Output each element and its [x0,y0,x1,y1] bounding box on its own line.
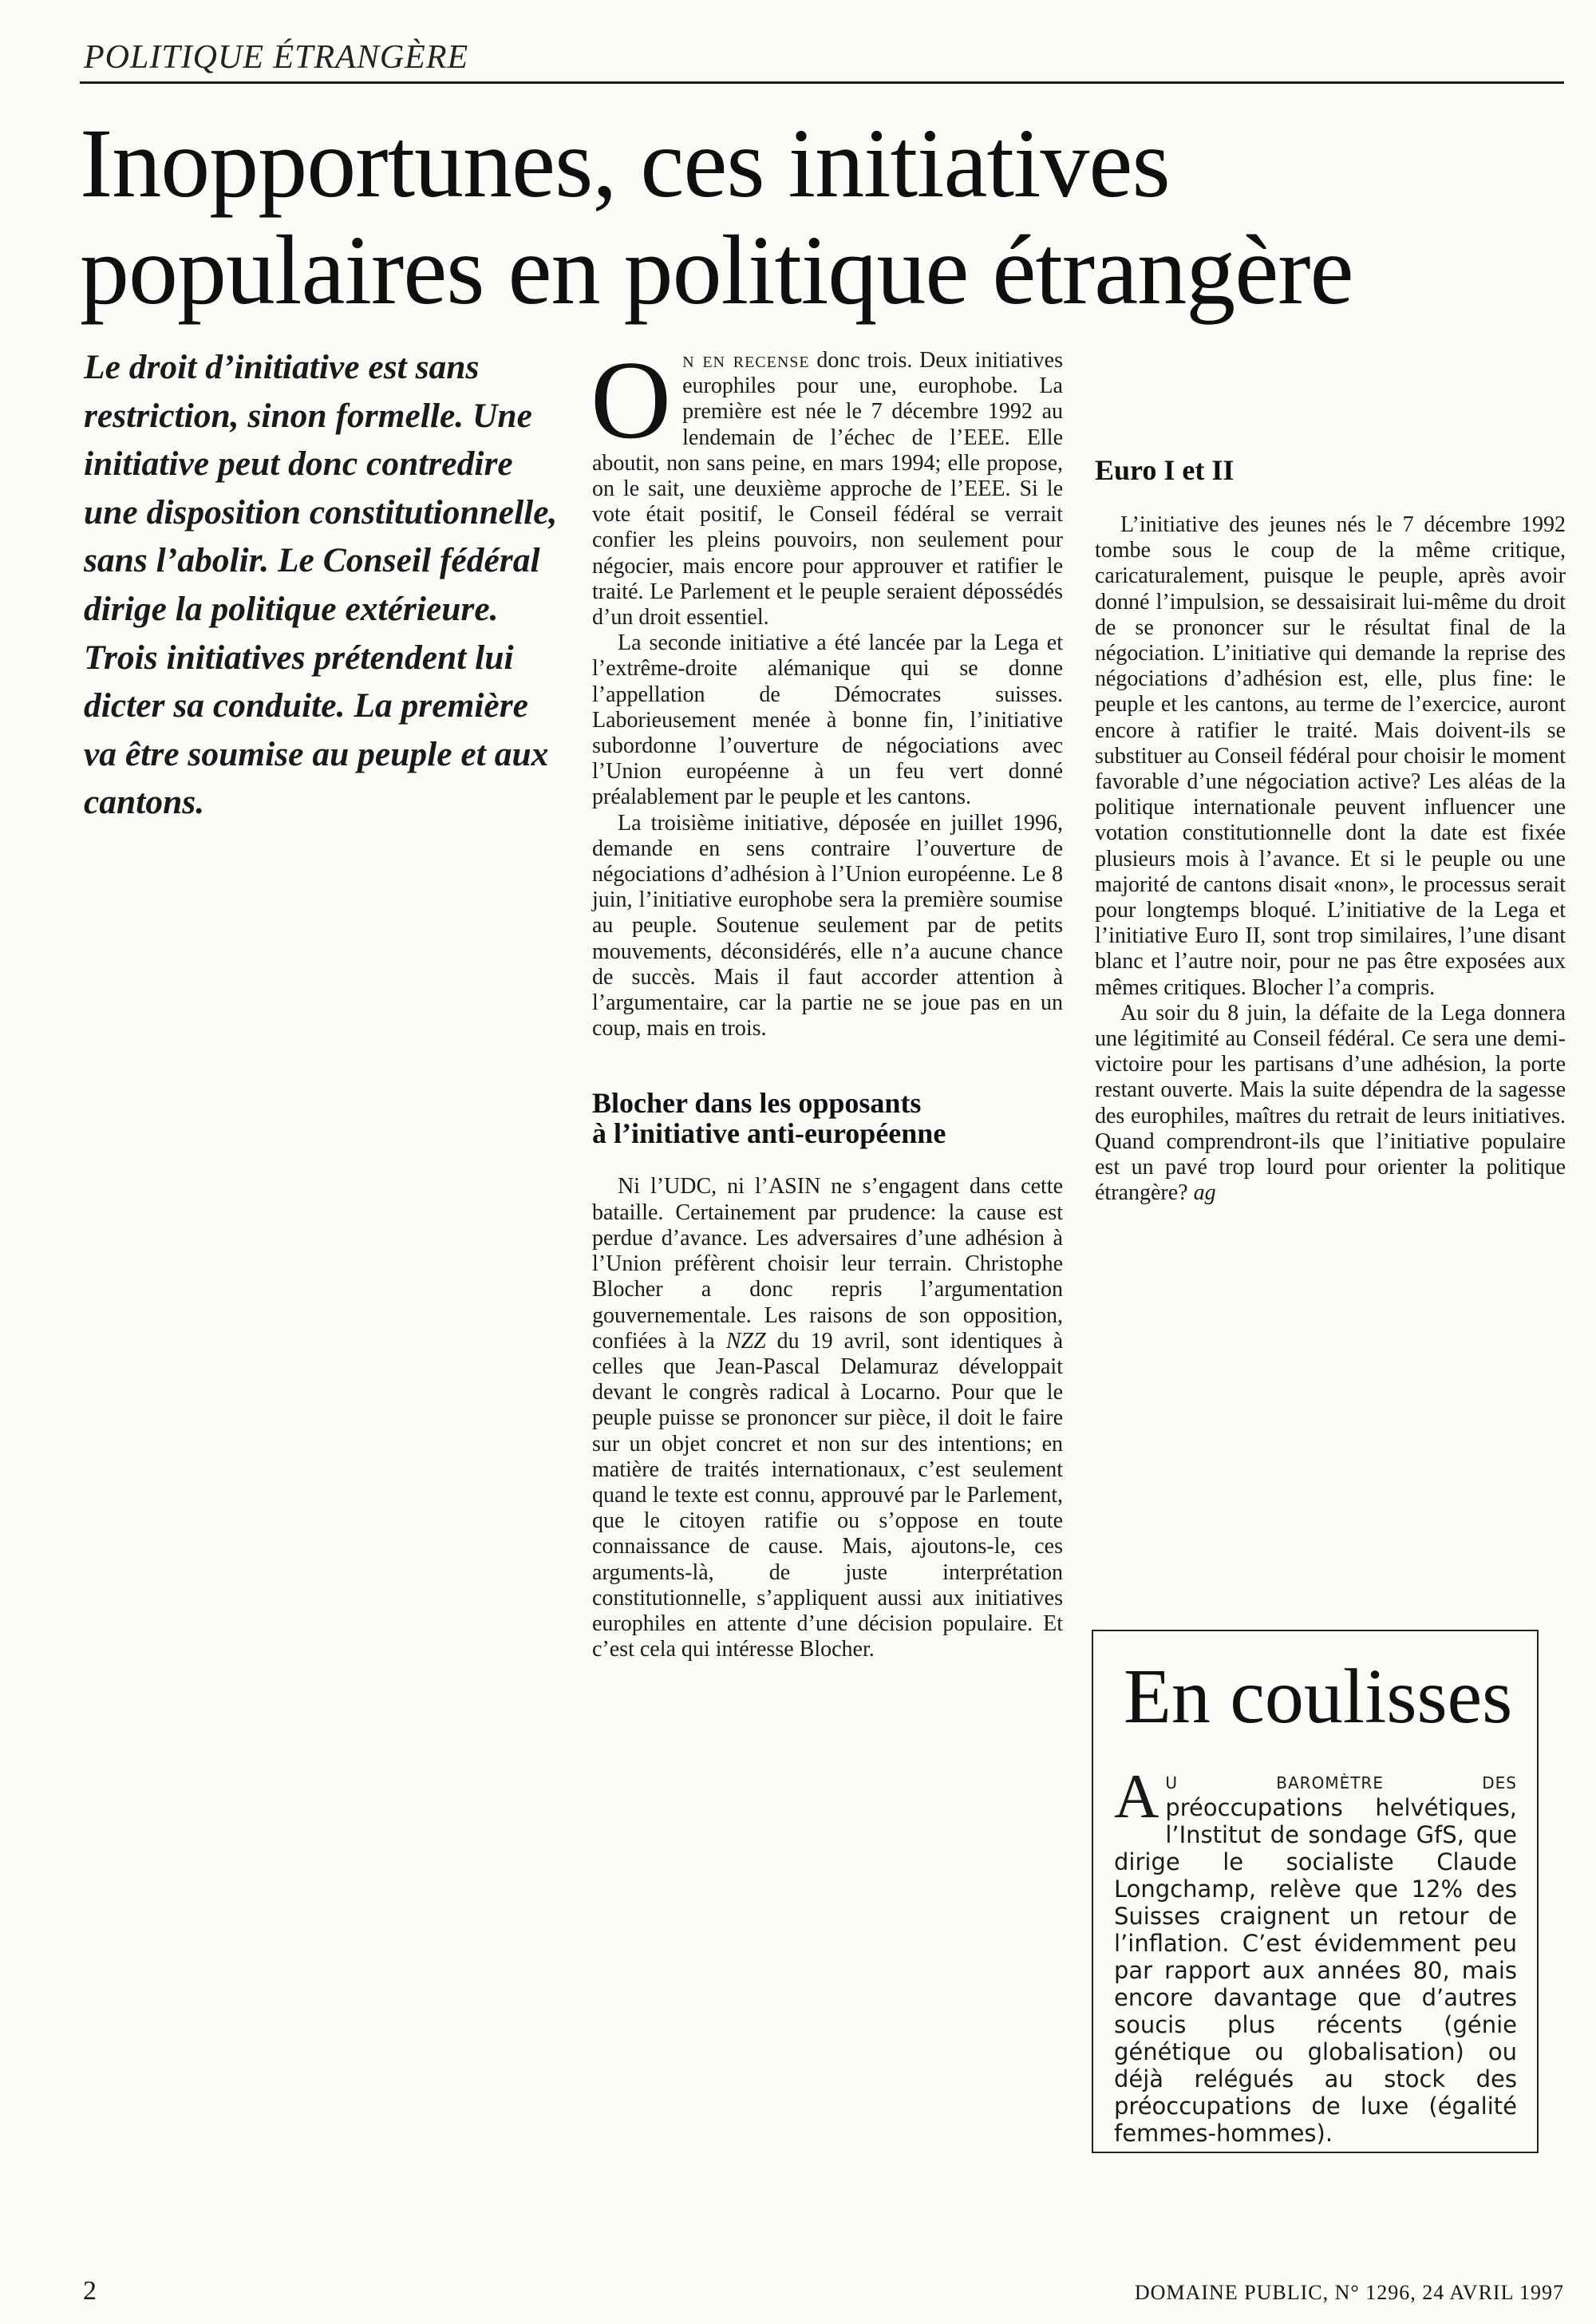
page-number: 2 [83,2276,97,2306]
sidebar-title: En coulisses [1124,1654,1513,1740]
article-headline: Inopportunes, ces initiatives populaires en politique étrangère [80,109,1353,325]
subheading-euro: Euro I et II [1095,454,1235,486]
small-caps-opening: n en recense [682,348,810,373]
header-rule [80,81,1564,84]
subheading-blocher-line-2: à l’initiative anti-européenne [592,1117,946,1150]
sidebar-drop-cap: A [1114,1761,1159,1831]
paragraph-second-initiative: La seconde initiative a été lancée par la Lega et l’extrême-droite alémanique qui se donne l’appellation de Démocrates suisses. Laborieusement menée à bonne fin, l’initiative subordonne l’ouverture de négociations avec l’Union européenne à un feu vert donné préalablement par le peuple et les cantons. [592,630,1063,810]
sidebar-small-caps: u baromètre des [1165,1767,1517,1794]
article-column-3 [1095,455,1566,1206]
sidebar-box [1092,1630,1539,2153]
section-rubric: POLITIQUE ÉTRANGÈRE [84,39,469,76]
sidebar-text [1114,1761,1517,2147]
drop-cap: O [591,338,672,462]
paragraph-blocher [592,1174,1063,1662]
author-signature: ag [1193,1180,1216,1206]
paragraph-third-initiative: La troisième initiative, déposée en juillet 1996, demande en sens contraire l’ouverture de négociations d’adhésion à l’Union européenne. Le 8 juin, l’initiative europhobe sera la première soumise au peuple. Soutenue seulement par de petits mouvements, déconsidérés, elle n’a aucune chance de succès. Mais il faut accorder attention à l’argumentaire, car la partie ne se joue pas en un coup, mais en trois. [592,810,1063,1041]
subheading-blocher [592,1088,1063,1148]
subheading-blocher-line-1: Blocher dans les opposants [592,1087,922,1120]
paragraph-intro [591,338,1063,630]
paragraph-conclusion [1095,1001,1566,1207]
lead-paragraph: Le droit d’initiative est sans restriction, sinon formelle. Une initiative peut donc contredire une disposition constitutionnelle, sans l’abolir. Le Conseil fédéral dirige la politique extérieure. Trois initiatives prétendent lui dicter sa conduite. La première va être soumise au peuple et aux cantons. [84,348,558,822]
paragraph-intro-text: donc trois. Deux initiatives europhiles pour une, europhobe. La première est née le 7 décembre 1992 au lendemain de l’échec de l’EEE. Elle aboutit, non sans peine, en mars 1994; elle propose, on le sait, une deuxième approche de l’EEE. Si le vote était positif, le Conseil fédéral se verrait confier les pleins pouvoirs, non seulement pour négocier, mais encore pour approuver et ratifier le traité. Le Parlement et le peuple seraient dépossédés d’un droit essentiel. [592,348,1063,630]
sidebar-text-body: préoccupations helvétiques, l’Institut de sondage GfS, que dirige le socialiste Claude Longchamp, relève que 12% des Suisses craignent un retour de l’inflation. C’est évidemment peu par rapport aux années 80, mais encore davantage que d’autres soucis plus récents (génie génétique ou globalisation) ou déjà relégués au stock des préoccupations de luxe (égalité femmes-hommes). [1114,1794,1517,2147]
publication-footer: DOMAINE PUBLIC, N° 1296, 24 AVRIL 1997 [1134,2281,1564,2304]
paragraph-conclusion-text: Au soir du 8 juin, la défaite de la Lega donnera une légitimité au Conseil fédéral. Ce sera une demi-victoire pour les partisans d’une adhésion, la porte restant ouverte. Mais la suite dépendra de la sagesse des europhiles, maîtres du retrait de leurs initiatives. Quand comprendront-ils que l’initiative populaire est un pavé trop lourd pour orienter la politique étrangère? [1095,1000,1566,1206]
paragraph-blocher-text-a: Ni l’UDC, ni l’ASIN ne s’engagent dans cette bataille. Certainement par prudence: la cause est perdue d’avance. Les adversaires d’une adhésion à l’Union préfèrent choisir leur terrain. Christophe Blocher a donc repris l’argumentation gouvernementale. Les raisons de son opposition, confiées à la [592,1174,1063,1354]
article-column-1 [591,338,1063,1662]
nzz-reference: NZZ [725,1328,766,1354]
paragraph-blocher-text-b: du 19 avril, sont identiques à celles que Jean-Pascal Delamuraz développait devant le congrès radical à Locarno. Pour que le peuple puisse se prononcer sur pièce, il doit le faire sur un objet concret et non sur des intentions; en matière de traités internationaux, c’est seulement quand le texte est connu, approuvé par le Parlement, que le citoyen ratifie ou s’oppose en toute connaissance de cause. Mais, ajoutons-le, ces arguments-là, de juste interprétation constitutionnelle, s’appliquent aussi aux initiatives europhiles en attente d’une décision populaire. Et c’est cela qui intéresse Blocher. [592,1328,1063,1662]
paragraph-euro: L’initiative des jeunes nés le 7 décembre 1992 tombe sous le coup de la même critique, caricaturalement, puisque le peuple, après avoir donné l’impulsion, se dessaisirait lui-même du droit de se prononcer sur le résultat final de la négociation. L’initiative qui demande la reprise des négociations d’adhésion est, elle, plus fine: le peuple et les cantons, au terme de l’exercice, auront encore à ratifier le traité. Mais doivent-ils se substituer au Conseil fédéral pour choisir le moment favorable d’une négociation active? Les aléas de la politique internationale peuvent influencer une votation constitutionnelle dont la date est fixée plusieurs mois à l’avance. Et si le peuple ou une majorité de cantons disait «non», le processus serait pour longtemps bloqué. L’initiative de la Lega et l’initiative Euro II, sont trop similaires, l’une disant blanc et l’autre noir, pour ne pas être exposées aux mêmes critiques. Blocher l’a compris. [1095,512,1566,1000]
